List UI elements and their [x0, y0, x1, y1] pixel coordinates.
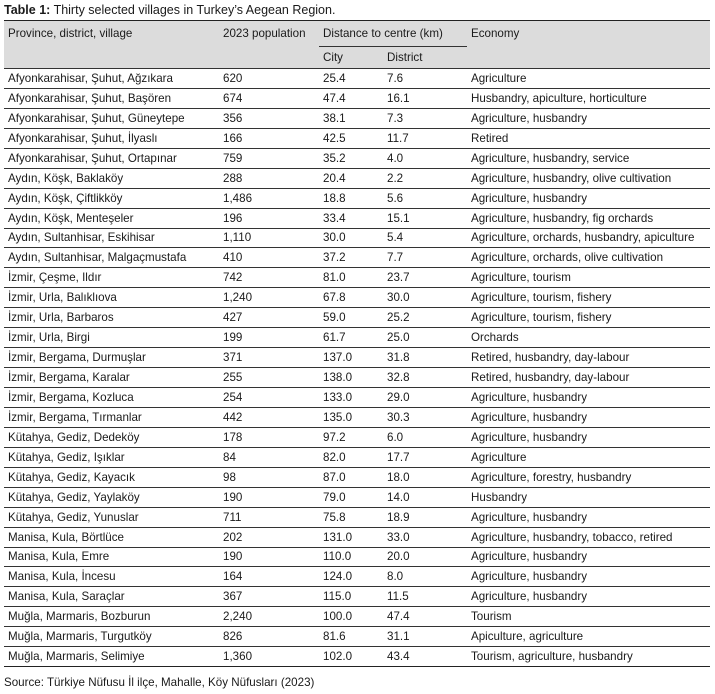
cell-city-distance: 135.0 [319, 407, 383, 427]
cell-economy: Husbandry, apiculture, horticulture [467, 88, 710, 108]
cell-population: 759 [219, 148, 319, 168]
cell-city-distance: 82.0 [319, 447, 383, 467]
cell-district-distance: 5.6 [383, 188, 467, 208]
cell-population: 826 [219, 627, 319, 647]
table-row [4, 507, 710, 527]
cell-district-distance: 47.4 [383, 607, 467, 627]
cell-place: Afyonkarahisar, Şuhut, Güneytepe [4, 108, 219, 128]
table-row [4, 188, 710, 208]
cell-population: 166 [219, 128, 319, 148]
header-place: Province, district, village [4, 21, 219, 47]
cell-economy: Agriculture, tourism [467, 268, 710, 288]
cell-city-distance: 79.0 [319, 487, 383, 507]
cell-city-distance: 131.0 [319, 527, 383, 547]
cell-population: 1,240 [219, 288, 319, 308]
cell-place: İzmir, Bergama, Durmuşlar [4, 348, 219, 368]
cell-district-distance: 25.0 [383, 328, 467, 348]
cell-city-distance: 18.8 [319, 188, 383, 208]
table-row [4, 168, 710, 188]
cell-population: 427 [219, 308, 319, 328]
cell-economy: Retired, husbandry, day-labour [467, 368, 710, 388]
cell-population: 1,110 [219, 228, 319, 248]
table-row [4, 128, 710, 148]
header-economy: Economy [467, 21, 710, 47]
cell-place: Manisa, Kula, İncesu [4, 567, 219, 587]
cell-district-distance: 20.0 [383, 547, 467, 567]
cell-population: 2,240 [219, 607, 319, 627]
cell-city-distance: 37.2 [319, 248, 383, 268]
table-body [4, 69, 710, 667]
cell-district-distance: 11.5 [383, 587, 467, 607]
cell-city-distance: 100.0 [319, 607, 383, 627]
cell-district-distance: 31.1 [383, 627, 467, 647]
cell-economy: Agriculture, husbandry [467, 587, 710, 607]
cell-place: İzmir, Urla, Barbaros [4, 308, 219, 328]
cell-economy: Agriculture, husbandry, service [467, 148, 710, 168]
cell-economy: Agriculture [467, 69, 710, 89]
cell-city-distance: 67.8 [319, 288, 383, 308]
cell-economy: Agriculture, husbandry, olive cultivation [467, 168, 710, 188]
cell-place: Muğla, Marmaris, Turgutköy [4, 627, 219, 647]
table-row [4, 647, 710, 667]
cell-district-distance: 25.2 [383, 308, 467, 328]
cell-economy: Agriculture, husbandry [467, 547, 710, 567]
table-row [4, 248, 710, 268]
cell-place: Aydın, Sultanhisar, Eskihisar [4, 228, 219, 248]
table-row [4, 108, 710, 128]
cell-economy: Agriculture, orchards, olive cultivation [467, 248, 710, 268]
cell-city-distance: 87.0 [319, 467, 383, 487]
cell-place: İzmir, Bergama, Tırmanlar [4, 407, 219, 427]
cell-place: Kütahya, Gediz, Dedeköy [4, 427, 219, 447]
cell-place: Muğla, Marmaris, Bozburun [4, 607, 219, 627]
cell-economy: Tourism, agriculture, husbandry [467, 647, 710, 667]
cell-population: 711 [219, 507, 319, 527]
cell-population: 620 [219, 69, 319, 89]
table-row [4, 607, 710, 627]
cell-place: Manisa, Kula, Börtlüce [4, 527, 219, 547]
cell-place: Manisa, Kula, Saraçlar [4, 587, 219, 607]
header-row-sub [4, 47, 710, 69]
cell-economy: Retired [467, 128, 710, 148]
cell-district-distance: 31.8 [383, 348, 467, 368]
cell-city-distance: 20.4 [319, 168, 383, 188]
cell-district-distance: 7.6 [383, 69, 467, 89]
cell-population: 255 [219, 368, 319, 388]
cell-economy: Tourism [467, 607, 710, 627]
table-row [4, 228, 710, 248]
cell-city-distance: 115.0 [319, 587, 383, 607]
table-row [4, 567, 710, 587]
header-blank [4, 47, 219, 69]
cell-district-distance: 7.3 [383, 108, 467, 128]
cell-district-distance: 4.0 [383, 148, 467, 168]
cell-district-distance: 30.3 [383, 407, 467, 427]
header-distance: Distance to centre (km) [319, 21, 467, 47]
cell-place: Afyonkarahisar, Şuhut, Başören [4, 88, 219, 108]
cell-place: İzmir, Urla, Birgi [4, 328, 219, 348]
cell-city-distance: 124.0 [319, 567, 383, 587]
cell-district-distance: 7.7 [383, 248, 467, 268]
cell-city-distance: 137.0 [319, 348, 383, 368]
cell-place: İzmir, Urla, Balıklıova [4, 288, 219, 308]
table-source: Source: Türkiye Nüfusu İl ilçe, Mahalle, Köy Nüfusları (2023) [4, 676, 315, 689]
cell-economy: Agriculture, husbandry [467, 567, 710, 587]
cell-city-distance: 33.4 [319, 208, 383, 228]
cell-economy: Agriculture, tourism, fishery [467, 308, 710, 328]
cell-economy: Agriculture, husbandry [467, 427, 710, 447]
cell-economy: Agriculture, husbandry [467, 507, 710, 527]
cell-economy: Agriculture, forestry, husbandry [467, 467, 710, 487]
cell-city-distance: 75.8 [319, 507, 383, 527]
cell-district-distance: 33.0 [383, 527, 467, 547]
cell-city-distance: 25.4 [319, 69, 383, 89]
cell-economy: Agriculture, husbandry, tobacco, retired [467, 527, 710, 547]
cell-economy: Agriculture, husbandry [467, 388, 710, 408]
cell-population: 1,360 [219, 647, 319, 667]
cell-economy: Agriculture, orchards, husbandry, apiculture [467, 228, 710, 248]
cell-population: 164 [219, 567, 319, 587]
table-row [4, 427, 710, 447]
cell-city-distance: 35.2 [319, 148, 383, 168]
table-row [4, 328, 710, 348]
cell-place: Aydın, Köşk, Baklaköy [4, 168, 219, 188]
table-row [4, 69, 710, 89]
table-row [4, 627, 710, 647]
cell-place: Aydın, Köşk, Çiftlikköy [4, 188, 219, 208]
cell-city-distance: 38.1 [319, 108, 383, 128]
cell-population: 202 [219, 527, 319, 547]
cell-place: İzmir, Çeşme, Ildır [4, 268, 219, 288]
cell-district-distance: 2.2 [383, 168, 467, 188]
cell-population: 410 [219, 248, 319, 268]
table-row [4, 527, 710, 547]
table-caption-label: Table 1: [4, 3, 51, 17]
cell-population: 84 [219, 447, 319, 467]
cell-city-distance: 61.7 [319, 328, 383, 348]
cell-economy: Agriculture, husbandry [467, 108, 710, 128]
cell-district-distance: 11.7 [383, 128, 467, 148]
cell-population: 254 [219, 388, 319, 408]
table-caption [4, 2, 335, 18]
cell-city-distance: 110.0 [319, 547, 383, 567]
cell-place: İzmir, Bergama, Kozluca [4, 388, 219, 408]
cell-district-distance: 8.0 [383, 567, 467, 587]
cell-place: Kütahya, Gediz, Yunuslar [4, 507, 219, 527]
cell-place: Kütahya, Gediz, Yaylaköy [4, 487, 219, 507]
table-row [4, 487, 710, 507]
header-population: 2023 population [219, 21, 319, 47]
cell-place: Aydın, Köşk, Menteşeler [4, 208, 219, 228]
cell-population: 742 [219, 268, 319, 288]
cell-place: Afyonkarahisar, Şuhut, Ağzıkara [4, 69, 219, 89]
cell-population: 178 [219, 427, 319, 447]
cell-population: 288 [219, 168, 319, 188]
table-row [4, 348, 710, 368]
cell-city-distance: 102.0 [319, 647, 383, 667]
cell-place: Kütahya, Gediz, Kayacık [4, 467, 219, 487]
cell-population: 190 [219, 547, 319, 567]
cell-economy: Retired, husbandry, day-labour [467, 348, 710, 368]
cell-population: 367 [219, 587, 319, 607]
table-row [4, 467, 710, 487]
table-row [4, 308, 710, 328]
table-row [4, 447, 710, 467]
cell-place: Afyonkarahisar, Şuhut, İlyaslı [4, 128, 219, 148]
table-header [4, 21, 710, 69]
cell-population: 199 [219, 328, 319, 348]
cell-city-distance: 81.6 [319, 627, 383, 647]
cell-population: 442 [219, 407, 319, 427]
header-blank [219, 47, 319, 69]
cell-district-distance: 43.4 [383, 647, 467, 667]
table-row [4, 208, 710, 228]
cell-district-distance: 16.1 [383, 88, 467, 108]
cell-district-distance: 14.0 [383, 487, 467, 507]
cell-city-distance: 97.2 [319, 427, 383, 447]
table-row [4, 547, 710, 567]
header-row-main [4, 21, 710, 47]
cell-district-distance: 5.4 [383, 228, 467, 248]
table-row [4, 388, 710, 408]
cell-population: 190 [219, 487, 319, 507]
cell-city-distance: 59.0 [319, 308, 383, 328]
cell-economy: Agriculture, husbandry [467, 407, 710, 427]
cell-city-distance: 42.5 [319, 128, 383, 148]
cell-district-distance: 18.9 [383, 507, 467, 527]
header-district: District [383, 47, 467, 69]
cell-population: 674 [219, 88, 319, 108]
cell-city-distance: 81.0 [319, 268, 383, 288]
cell-district-distance: 32.8 [383, 368, 467, 388]
cell-district-distance: 29.0 [383, 388, 467, 408]
table-row [4, 288, 710, 308]
table-row [4, 368, 710, 388]
cell-district-distance: 18.0 [383, 467, 467, 487]
cell-population: 356 [219, 108, 319, 128]
cell-district-distance: 17.7 [383, 447, 467, 467]
cell-place: İzmir, Bergama, Karalar [4, 368, 219, 388]
cell-place: Aydın, Sultanhisar, Malgaçmustafa [4, 248, 219, 268]
villages-table [4, 20, 710, 667]
header-blank [467, 47, 710, 69]
cell-district-distance: 6.0 [383, 427, 467, 447]
table-row [4, 587, 710, 607]
cell-district-distance: 30.0 [383, 288, 467, 308]
cell-economy: Agriculture, husbandry, fig orchards [467, 208, 710, 228]
cell-population: 98 [219, 467, 319, 487]
cell-place: Afyonkarahisar, Şuhut, Ortapınar [4, 148, 219, 168]
cell-population: 1,486 [219, 188, 319, 208]
cell-economy: Agriculture, husbandry [467, 188, 710, 208]
cell-city-distance: 133.0 [319, 388, 383, 408]
table-row [4, 88, 710, 108]
cell-economy: Agriculture [467, 447, 710, 467]
cell-place: Muğla, Marmaris, Selimiye [4, 647, 219, 667]
table-row [4, 148, 710, 168]
cell-city-distance: 30.0 [319, 228, 383, 248]
cell-population: 196 [219, 208, 319, 228]
table-row [4, 407, 710, 427]
cell-district-distance: 15.1 [383, 208, 467, 228]
cell-economy: Orchards [467, 328, 710, 348]
cell-population: 371 [219, 348, 319, 368]
header-city: City [319, 47, 383, 69]
table-caption-text: Thirty selected villages in Turkey’s Aegean Region. [53, 3, 336, 17]
cell-place: Kütahya, Gediz, Işıklar [4, 447, 219, 467]
cell-economy: Agriculture, tourism, fishery [467, 288, 710, 308]
table-row [4, 268, 710, 288]
cell-economy: Apiculture, agriculture [467, 627, 710, 647]
cell-city-distance: 47.4 [319, 88, 383, 108]
cell-city-distance: 138.0 [319, 368, 383, 388]
cell-economy: Husbandry [467, 487, 710, 507]
cell-district-distance: 23.7 [383, 268, 467, 288]
cell-place: Manisa, Kula, Emre [4, 547, 219, 567]
